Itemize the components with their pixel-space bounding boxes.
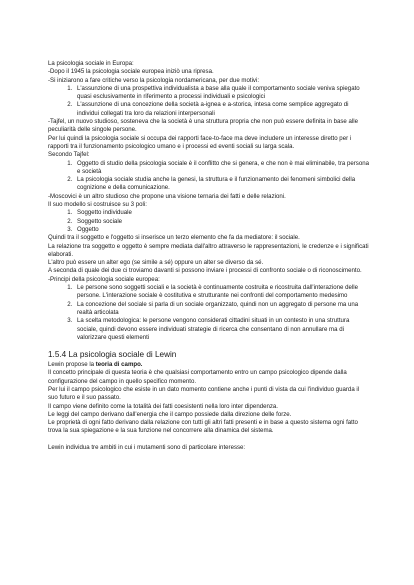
paragraph: Il campo viene definito come la totalità dei fatti coesistenti nella loro inter dipendenza. <box>48 402 279 410</box>
paragraph: L'altro può essere un alter ego (se simile a sé) oppure un alter se diverso da sé. <box>48 259 264 267</box>
poles-list <box>48 209 370 234</box>
list-item: 2. Soggetto sociale <box>74 218 370 226</box>
paragraph: Per lui il campo psicologico che esiste in un dato momento contiene anche i punti di vista da cui l'individuo guarda il suo futuro e il suo passato. <box>48 385 360 402</box>
list-item: 2. La psicologia sociale studia anche la genesi, la struttura e il funzionamento dei fenomeni simbolici della cognizione e della comunicazione. <box>74 176 370 193</box>
paragraph: -Dopo il 1945 la psicologia sociale europea iniziò una ripresa. <box>48 68 214 76</box>
paragraph: Secondo Tajfel: <box>48 151 90 159</box>
paragraph-text: Lewin propose la <box>48 361 96 369</box>
bold-term: teoria di campo. <box>95 361 143 369</box>
paragraph: Quindi tra il soggetto e l'oggetto si inserisce un terzo elemento che fa da mediatore: il sociale. <box>48 234 300 242</box>
paragraph: A seconda di quale dei due ci troviamo davanti si possono inviare i processi di confronto sociale o di riconoscimento. <box>48 267 362 275</box>
paragraph: Le proprietà di ogni fatto derivano dalla relazione con tutti gli altri fatti presenti e in base a questo sistema ogni fatto trova la sua spiegazione e la sua funzione nel concorrere alla dinamica del sistema. <box>48 419 358 435</box>
list-item: 1. Le persone sono soggetti sociali e la società è continuamente costruita e ricostruita dall'interazione delle persone. L'interazione sociale è costitutiva e strutturante nei confronti del comportamento medesimo <box>74 284 370 301</box>
paragraph: La relazione tra soggetto e oggetto è sempre mediata dall'altro attraverso le rappresentazioni, le credenze e i significati elaborati. <box>48 242 369 258</box>
paragraph: -Moscovici è un altro studioso che propone una visione ternaria dei fatti e delle relazioni. <box>48 192 286 200</box>
paragraph: Il suo modello si costruisce su 3 poli: <box>48 201 147 209</box>
list-item: 1. Soggetto individuale <box>74 209 370 217</box>
list-item: 1. Oggetto di studio della psicologia sociale è il conflitto che si genera, e che non è mai eliminabile, tra persona e società <box>74 160 370 177</box>
list-item: 2. L'assunzione di una concezione della società a-ignea e a-storica, intesa come semplice aggregato di individui collegati tra loro da relazioni interpersonali <box>74 101 370 118</box>
tajfel-list <box>48 160 370 193</box>
paragraph: -Tajfel, un nuovo studioso, sosteneva che la società è una struttura propria che non può essere definita in base alle peculiarità delle singole persone. <box>48 118 358 134</box>
list-item: 3. La scelta metodologica: le persone vengono considerati cittadini situati in un contesto in una struttura sociale, quindi devono essere individuati strategie di ricerca che consentano di non annullare ma di valorizzare questi elementi <box>74 317 370 342</box>
paragraph: -Si iniziarono a fare critiche verso la psicologia nordamericana, per due motivi: <box>48 76 260 84</box>
list-item: 3. Oggetto <box>74 226 370 234</box>
paragraph: Per lui quindi la psicologia sociale si occupa dei rapporti face-to-face ma deve includere un interesse diretto per i rapporti tra il funzionamento psicologico umano e i processi ed eventi sociali su larga scala. <box>48 134 352 150</box>
section-heading-lewin: 1.5.4 La psicologia sociale di Lewin <box>48 350 177 360</box>
paragraph: Il concetto principale di questa teoria è che qualsiasi comportamento entro un campo psicologico dipende dalla configurazione del campo in quello specifico momento. <box>48 369 347 385</box>
list-item: 2. La concezione del sociale si parla di un sociale organizzato, quindi non un aggregato di persone ma una realtà articolata <box>74 301 370 318</box>
paragraph <box>48 361 370 369</box>
critique-list <box>48 85 370 118</box>
paragraph: Lewin individua tre ambiti in cui i mutamenti sono di particolare interesse: <box>48 443 246 451</box>
paragraph: Le leggi del campo derivano dall'energia che il campo possiede dalla direzione delle forze. <box>48 410 292 418</box>
principles-list <box>48 284 370 342</box>
section-title-europe: La psicologia sociale in Europa: <box>48 60 134 67</box>
paragraph: -Principi della psicologia sociale europea: <box>48 275 160 283</box>
list-item: 1. L'assunzione di una prospettiva individualista a base alla quale il comportamento sociale veniva spiegato quasi esclusivamente in riferimento a processi individuali e psicologici <box>74 85 370 102</box>
